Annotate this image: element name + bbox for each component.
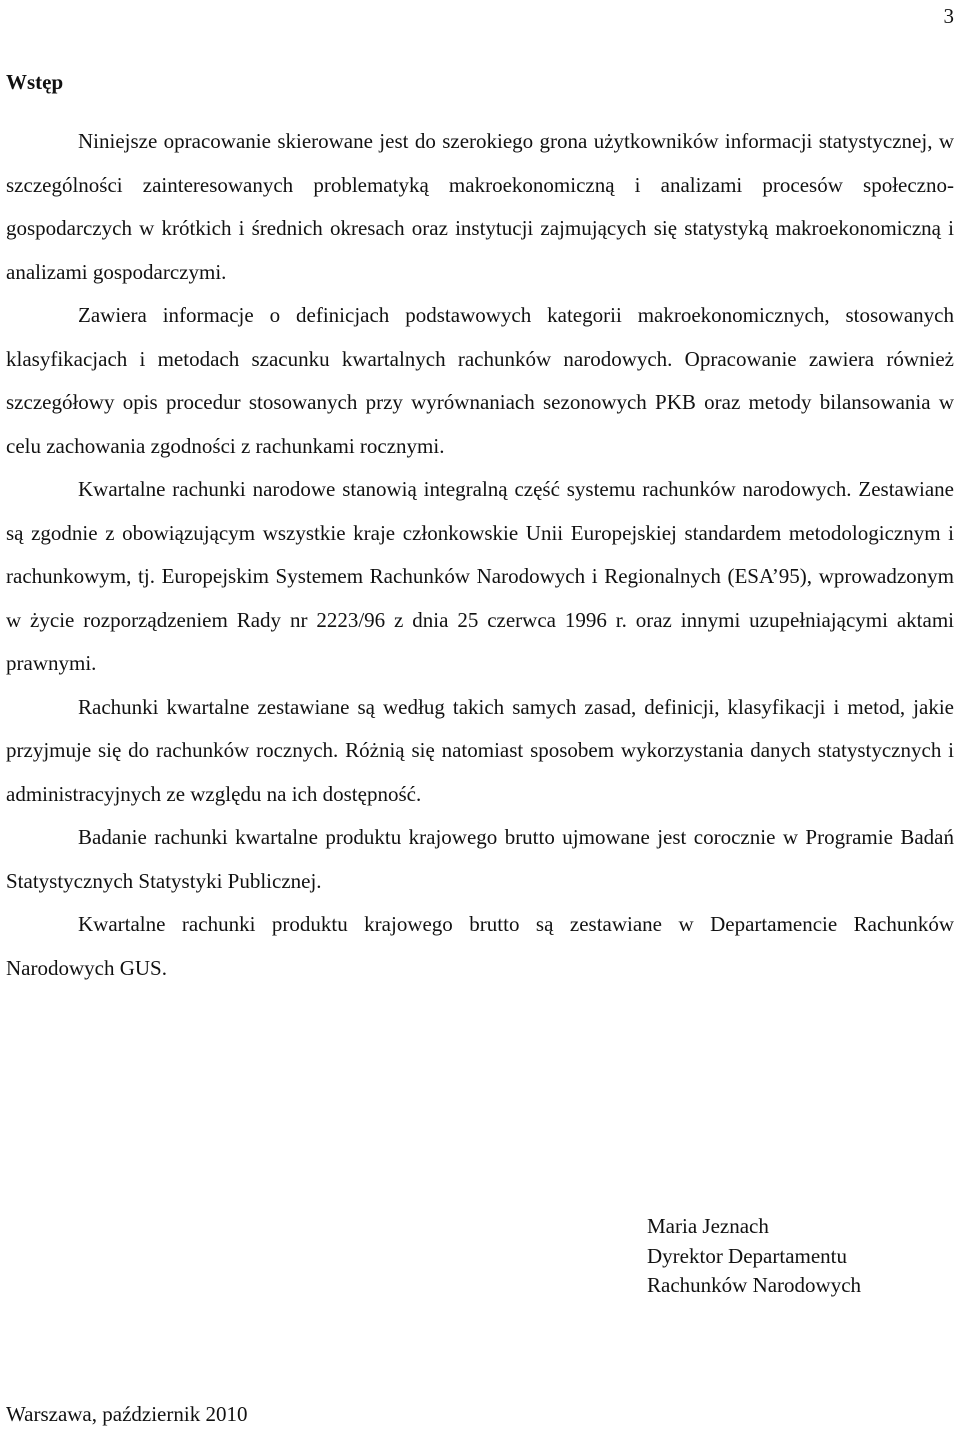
paragraph-intro: Niniejsze opracowanie skierowane jest do szerokiego grona użytkowników informacji statystycznej, w szczególności zainteresowanych problematyką makroekonomiczną i analizami procesów społeczno-gospodarczych w krótkich i średnich okresach oraz instytucji zajmujących się statystyką makroekonomiczną i analizami gospodarczymi. (6, 129, 954, 284)
section-heading: Wstęp (6, 70, 64, 94)
page-number: 3 (943, 4, 954, 28)
paragraph-methods: Rachunki kwartalne zestawiane są według takich samych zasad, definicji, klasyfikacji i metod, jakie przyjmuje się do rachunków rocznych. Różnią się natomiast sposobem wykorzystania danych statystycznych i administracyjnych ze względu na ich dostępność. (6, 694, 954, 806)
paragraph-department: Kwartalne rachunki produktu krajowego brutto są zestawiane w Departamencie Rachunków Narodowych GUS. (6, 912, 954, 980)
signatory-title: Dyrektor Departamentu (647, 1243, 848, 1268)
signatory-name: Maria Jeznach (647, 1214, 769, 1238)
paragraph-contents: Zawiera informacje o definicjach podstawowych kategorii makroekonomicznych, stosowanych klasyfikacjach i metodach szacunku kwartalnych rachunków narodowych. Opracowanie zawiera również szczegółowy opis procedur stosowanych przy wyrównaniach sezonowych PKB oraz metody bilansowania w celu zachowania zgodności z rachunkami rocznymi. (6, 303, 954, 458)
paragraph-survey: Badanie rachunki kwartalne produktu krajowego brutto ujmowane jest corocznie w Programie Badań Statystycznych Statystyki Publicznej. (6, 825, 954, 893)
place-and-date: Warszawa, październik 2010 (6, 1402, 248, 1426)
body-text (6, 120, 954, 990)
paragraph-system: Kwartalne rachunki narodowe stanowią integralną część systemu rachunków narodowych. Zestawiane są zgodnie z obowiązującym wszystkie kraje członkowskie Unii Europejskiej standardem metodologicznym i rachunkowym, tj. Europejskim Systemem Rachunków Narodowych i Regionalnych (ESA’95), wprowadzonym w życie rozporządzeniem Rady nr 2223/96 z dnia 25 czerwca 1996 r. oraz innymi uzupełniającymi aktami prawnymi. (6, 477, 954, 675)
signature-block (647, 1212, 861, 1301)
signatory-department: Rachunków Narodowych (647, 1273, 862, 1297)
